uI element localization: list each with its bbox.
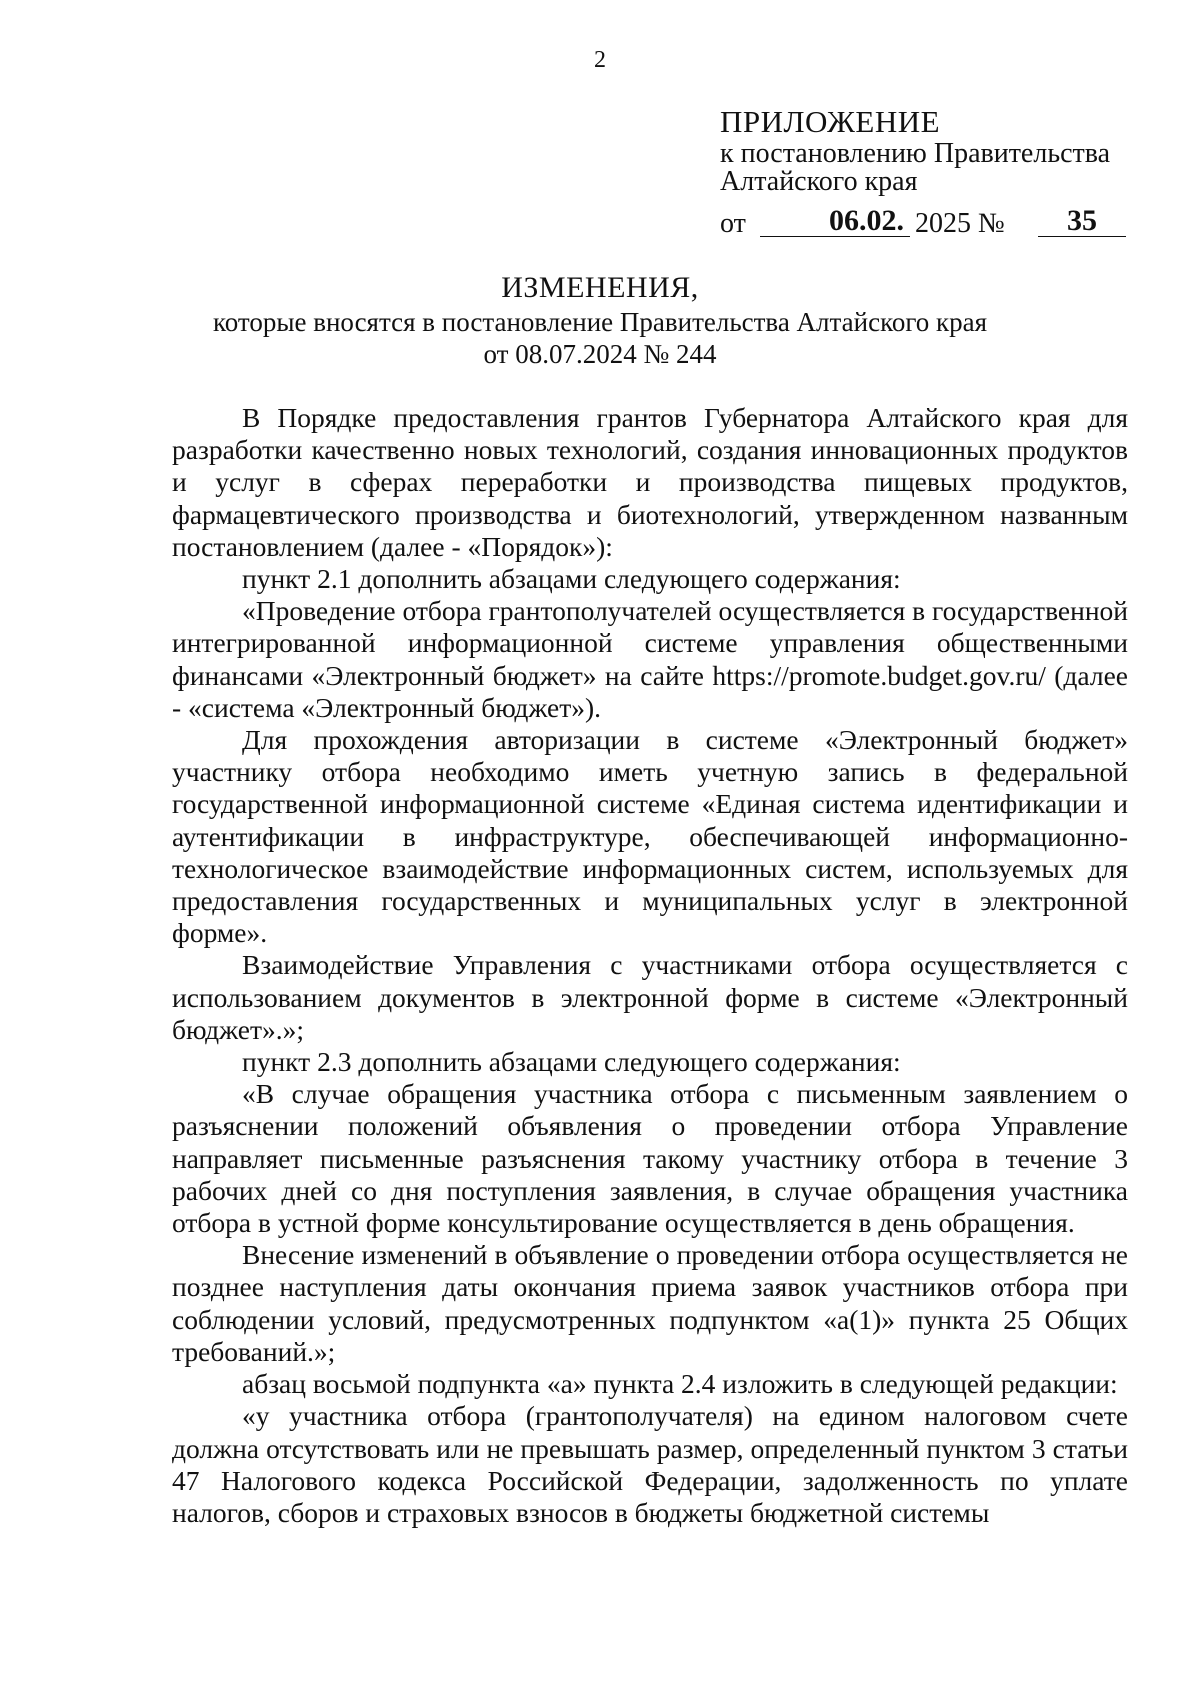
body-paragraph: пункт 2.3 дополнить абзацами следующего содержания: [242, 1046, 901, 1078]
body-paragraph: пункт 2.1 дополнить абзацами следующего содержания: [242, 563, 901, 595]
document-title: ИЗМЕНЕНИЯ, [501, 271, 699, 304]
body-paragraph: В Порядке предоставления грантов Губернатора Алтайского края для разработки качественно новых технологий, создания инновационных продуктов и услуг в сферах переработки и производства пищевых продуктов, фармацевтического производства и биотехнологий, утвержденном названным постановлением (далее - «Порядок»): [172, 402, 1128, 562]
appendix-number-value: 35 [1067, 204, 1097, 237]
appendix-block [720, 104, 1160, 246]
body-paragraph: Внесение изменений в объявление о проведении отбора осуществляется не позднее наступления даты окончания приема заявок участников отбора при соблюдении условий, предусмотренных подпунктом «а(1)» пункта 25 Общих требований.»; [172, 1239, 1128, 1367]
page-number: 2 [594, 47, 606, 73]
body-paragraph: «Проведение отбора грантополучателей осуществляется в государственной интегрированной информационной системе управления общественными финансами «Электронный бюджет» на сайте https://promote.budget.gov.ru/ (далее - «система «Электронный бюджет»). [172, 595, 1128, 723]
body-paragraph: «у участника отбора (грантополучателя) на едином налоговом счете должна отсутствовать или не превышать размер, определенный пунктом 3 статьи 47 Налогового кодекса Российской Федерации, задолженность по уплате налогов, сборов и страховых взносов в бюджеты бюджетной системы [172, 1400, 1128, 1528]
appendix-number-field [1038, 206, 1126, 237]
appendix-date-field [760, 206, 910, 237]
appendix-region-line: Алтайского края [720, 166, 918, 197]
appendix-year: 2025 № [915, 208, 1005, 239]
appendix-heading: ПРИЛОЖЕНИЕ [720, 104, 941, 139]
document-subtitle [0, 306, 1200, 370]
body-paragraph: абзац восьмой подпункта «а» пункта 2.4 изложить в следующей редакции: [242, 1368, 1118, 1400]
body-paragraph: Взаимодействие Управления с участниками отбора осуществляется с использованием документов в электронной форме в системе «Электронный бюджет».»; [172, 949, 1128, 1045]
document-subtitle-line-1: которые вносятся в постановление Правительства Алтайского края [212, 307, 987, 337]
appendix-date-row [720, 206, 1160, 246]
appendix-date-value: 06.02. [829, 204, 904, 237]
document-subtitle-line-2: от 08.07.2024 № 244 [483, 339, 717, 369]
body-paragraph: Для прохождения авторизации в системе «Электронный бюджет» участнику отбора необходимо иметь учетную запись в федеральной государственной информационной системе «Единая система идентификации и аутентификации в инфраструктуре, обеспечивающей информационно-технологическое взаимодействие информационных систем, используемых для предоставления государственных и муниципальных услуг в электронной форме». [172, 724, 1128, 949]
appendix-from-word: от [720, 208, 746, 239]
document-body [172, 402, 1128, 1529]
appendix-resolution-line: к постановлению Правительства [720, 138, 1111, 169]
body-paragraph: «В случае обращения участника отбора с письменным заявлением о разъяснении положений объявления о проведении отбора Управление направляет письменные разъяснения такому участнику отбора в течение 3 рабочих дней со дня поступления заявления, в случае обращения участника отбора в устной форме консультирование осуществляется в день обращения. [172, 1078, 1128, 1239]
